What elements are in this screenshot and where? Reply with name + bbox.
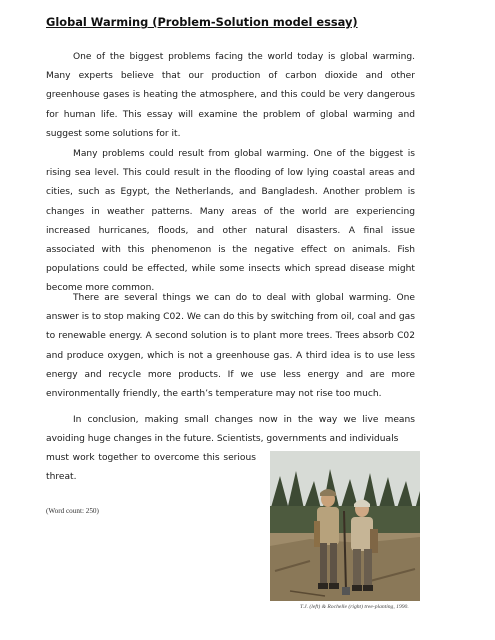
- photo-caption: T.J. (left) & Rochelle (right) tree-planting, 1990.: [300, 604, 409, 610]
- tree-planting-photo: [270, 451, 420, 601]
- paragraph-conclusion-end: must work together to overcome this serious threat.: [46, 453, 256, 483]
- word-count: (Word count: 250): [46, 507, 99, 515]
- paragraph-solutions: There are several things we can do to deal with global warming. One answer is to stop making C02. We can do this by switching from oil, coal and gas to renewable energy. A second solution is to plant more trees. Trees absorb C02 and produce oxygen, which is not a greenhouse gas. A third idea is to use less energy and recycle more products. If we use less energy and are more environmentally friendly, the earth’s temperature may not rise too much.: [46, 293, 415, 400]
- paragraph-introduction: One of the biggest problems facing the world today is global warming. Many experts believe that our production of carbon dioxide and other greenhouse gases is heating the atmosphere, and this could be very dangerous for human life. This essay will examine the problem of global warming and suggest some solutions for it.: [46, 52, 415, 139]
- paragraph-problems: Many problems could result from global warming. One of the biggest is rising sea level. This could result in the flooding of low lying coastal areas and cities, such as Egypt, the Netherlands, and Bangladesh. Another problem is changes in weather patterns. Many areas of the world are experiencing increased hurricanes, floods, and other natural disasters. A final issue associated with this phenomenon is the negative effect on animals. Fish populations could be effected, while some insects which spread disease might become more common.: [46, 149, 415, 294]
- paragraph-conclusion-start: In conclusion, making small changes now in the way we live means avoiding huge changes in the future. Scientists, governments and individuals: [46, 415, 415, 445]
- essay-title: Global Warming (Problem-Solution model essay): [46, 15, 358, 29]
- tree-planting-photo-illustration: [270, 451, 420, 601]
